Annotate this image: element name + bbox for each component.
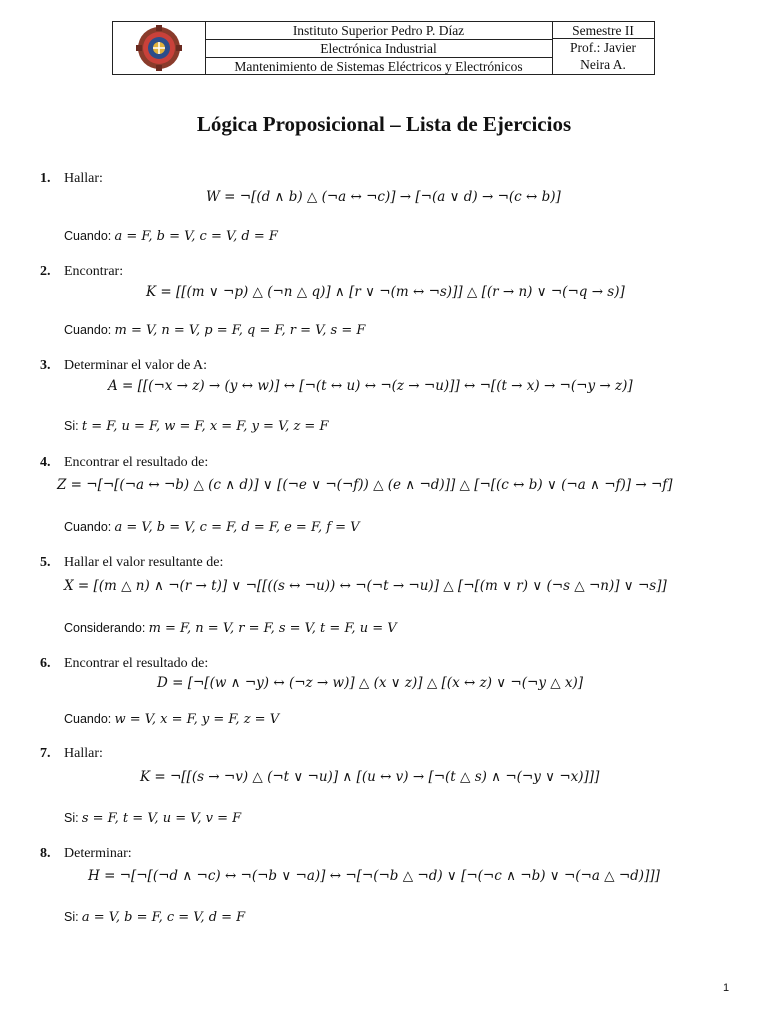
condition-label: Si:	[64, 910, 79, 924]
condition-values: a = V, b = F, c = V, d = F	[81, 910, 246, 925]
professor-line-2: Neira A.	[580, 57, 626, 73]
exercise-prompt: Encontrar el resultado de:	[64, 455, 209, 470]
gear-emblem-icon	[129, 25, 189, 71]
institution-name: Instituto Superior Pedro P. Díaz	[292, 23, 465, 38]
exercise-number: 1.	[40, 171, 51, 186]
exercise-6	[40, 656, 208, 672]
condition-values: w = V, x = F, y = F, z = V	[114, 712, 280, 727]
exercise-number: 8.	[40, 846, 51, 861]
exercise-number: 4.	[40, 455, 51, 470]
exercise-formula: X = [(m △ n) ∧ ¬(r → t)] ∨ ¬[[((s ↔ ¬u)) ↔ ¬(¬t → ¬u)] △ [¬[(m ∨ r) ∨ (¬s △ ¬n)] ∨ ¬s]]	[64, 578, 667, 594]
condition-label: Considerando:	[64, 621, 146, 635]
exercise-1	[40, 171, 103, 187]
condition-label: Si:	[64, 811, 79, 825]
exercise-prompt: Hallar:	[64, 746, 103, 761]
exercise-condition	[64, 620, 397, 636]
condition-label: Cuando:	[64, 712, 112, 726]
exercise-formula: K = ¬[[(s → ¬v) △ (¬t ∨ ¬u)] ∧ [(u ↔ v) → [¬(t △ s) ∧ ¬(¬y ∨ ¬x)]]]	[140, 769, 600, 785]
institution-logo	[113, 22, 206, 74]
exercise-prompt: Hallar:	[64, 171, 103, 186]
exercise-8	[40, 846, 132, 862]
condition-label: Cuando:	[64, 323, 112, 337]
exercise-condition	[64, 519, 360, 535]
page-number: 1	[723, 982, 730, 994]
exercise-prompt: Encontrar el resultado de:	[64, 656, 209, 671]
condition-values: a = V, b = V, c = F, d = F, e = F, f = V	[114, 520, 360, 535]
exercise-formula: Z = ¬[¬[(¬a ↔ ¬b) △ (c ∧ d)] ∨ [(¬e ∨ ¬(¬f)) △ (e ∧ ¬d)]] △ [¬[(c ↔ b) ∨ (¬a ∧ ¬f)] → ¬f]	[57, 477, 673, 493]
exercise-prompt: Encontrar:	[64, 264, 124, 279]
exercise-condition	[64, 711, 279, 727]
exercise-5	[40, 555, 223, 571]
department-name: Electrónica Industrial	[205, 39, 552, 56]
condition-label: Si:	[64, 419, 79, 433]
condition-values: a = F, b = V, c = V, d = F	[114, 229, 278, 244]
exercise-7	[40, 746, 103, 762]
exercise-prompt: Hallar el valor resultante de:	[64, 555, 224, 570]
exercise-number: 2.	[40, 264, 51, 279]
exercise-formula: K = [[(m ∨ ¬p) △ (¬n △ q)] ∧ [r ∨ ¬(m ↔ ¬s)]] △ [(r → n) ∨ ¬(¬q → s)]	[146, 284, 625, 300]
exercise-number: 5.	[40, 555, 51, 570]
exercise-condition	[64, 228, 278, 244]
course-name: Mantenimiento de Sistemas Eléctricos y Electrónicos	[205, 57, 552, 74]
exercise-4	[40, 455, 208, 471]
exercise-formula: H = ¬[¬[(¬d ∧ ¬c) ↔ ¬(¬b ∨ ¬a)] ↔ ¬[¬(¬b △ ¬d) ∨ [¬(¬c ∧ ¬b) ∨ ¬(¬a △ ¬d)]]]	[88, 868, 660, 884]
exercise-condition	[64, 418, 328, 434]
exercise-number: 6.	[40, 656, 51, 671]
semester-label: Semestre II	[552, 22, 654, 39]
professor-line-1: Prof.: Javier	[570, 40, 636, 56]
exercise-formula: A = [[(¬x → z) → (y ↔ w)] ↔ [¬(t ↔ u) ↔ ¬(z → ¬u)]] ↔ ¬[(t → x) → ¬(¬y → z)]	[108, 378, 633, 394]
exercise-number: 7.	[40, 746, 51, 761]
exercise-formula: D = [¬[(w ∧ ¬y) ↔ (¬z → w)] △ (x ∨ z)] △ [(x ↔ z) ∨ ¬(¬y △ x)]	[157, 675, 584, 691]
exercise-formula: W = ¬[(d ∧ b) △ (¬a ↔ ¬c)] → [¬(a ∨ d) → ¬(c ↔ b)]	[206, 189, 561, 205]
page-title: Lógica Proposicional – Lista de Ejercicios	[196, 112, 572, 136]
condition-label: Cuando:	[64, 229, 112, 243]
condition-values: m = V, n = V, p = F, q = F, r = V, s = F	[114, 323, 366, 338]
condition-label: Cuando:	[64, 520, 112, 534]
exercise-3	[40, 358, 207, 374]
exercise-condition	[64, 909, 245, 925]
condition-values: s = F, t = V, u = V, v = F	[81, 811, 242, 826]
exercise-prompt: Determinar:	[64, 846, 132, 861]
exercise-condition	[64, 810, 241, 826]
exercise-2	[40, 264, 123, 280]
exercise-condition	[64, 322, 365, 338]
exercise-prompt: Determinar el valor de A:	[64, 358, 208, 373]
condition-values: t = F, u = F, w = F, x = F, y = V, z = F	[81, 419, 329, 434]
document-header	[112, 21, 655, 75]
exercise-number: 3.	[40, 358, 51, 373]
condition-values: m = F, n = V, r = F, s = V, t = F, u = V	[148, 621, 397, 636]
